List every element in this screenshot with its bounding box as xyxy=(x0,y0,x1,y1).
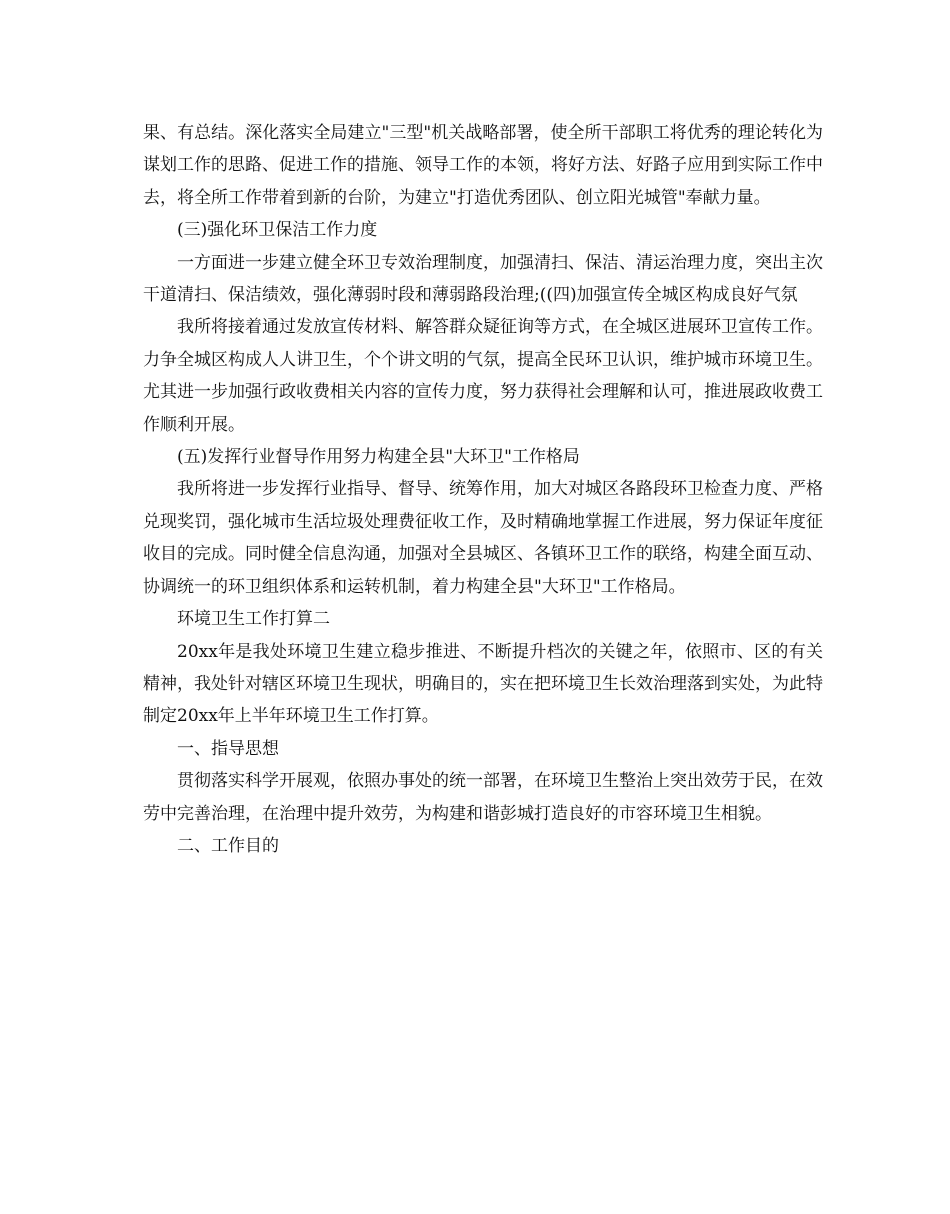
section-heading-plan-two: 环境卫生工作打算二 xyxy=(177,609,330,630)
section-heading-5: (五)发挥行业督导作用努力构建全县"大环卫"工作格局 xyxy=(177,447,580,468)
paragraph-sanitation: 一方面进一步建立健全环卫专效治理制度，加强清扫、保洁、清运治理力度，突出主次干道清扫、保洁绩效，强化薄弱时段和薄弱路段治理;((四)加强宣传全城区构成良好气氛 xyxy=(143,252,823,306)
section-heading-work-goal: 二、工作目的 xyxy=(177,835,279,856)
paragraph-publicity: 我所将接着通过发放宣传材料、解答群众疑征询等方式，在全城区进展环卫宣传工作。力争全城区构成人人讲卫生，个个讲文明的气氛，提高全民环卫认识，维护城市环境卫生。尤其进一步加强行政收费相关内容的宣传力度，努力获得社会理解和认可，推进展政收费工作顺利开展。 xyxy=(143,317,823,435)
document-page xyxy=(143,117,823,862)
section-heading-guiding-thought: 一、指导思想 xyxy=(177,738,279,759)
section-heading-3: (三)强化环卫保洁工作力度 xyxy=(177,220,378,241)
paragraph-plan-intro: 20xx年是我处环境卫生建立稳步推进、不断提升档次的关键之年，依照市、区的有关精神，我处针对辖区环境卫生现状，明确目的，实在把环境卫生长效治理落到实处，为此特制定20xx年上半年环境卫生工作打算。 xyxy=(143,641,823,727)
paragraph-guiding-thought: 贯彻落实科学开展观，依照办事处的统一部署，在环境卫生整治上突出效劳于民，在效劳中完善治理，在治理中提升效劳，为构建和谐彭城打造良好的市容环境卫生相貌。 xyxy=(143,771,823,824)
paragraph-industry-guidance: 我所将进一步发挥行业指导、督导、统筹作用，加大对城区各路段环卫检查力度、严格兑现奖罚，强化城市生活垃圾处理费征收工作，及时精确地掌握工作进展，努力保证年度征收目的完成。同时健全信息沟通，加强对全县城区、各镇环卫工作的联络，构建全面互动、协调统一的环卫组织体系和运转机制，着力构建全县"大环卫"工作格局。 xyxy=(143,479,823,597)
paragraph-intro: 果、有总结。深化落实全局建立"三型"机关战略部署，使全所干部职工将优秀的理论转化为谋划工作的思路、促进工作的措施、领导工作的本领，将好方法、好路子应用到实际工作中去，将全所工作带着到新的台阶，为建立"打造优秀团队、创立阳光城管"奉献力量。 xyxy=(143,123,823,208)
